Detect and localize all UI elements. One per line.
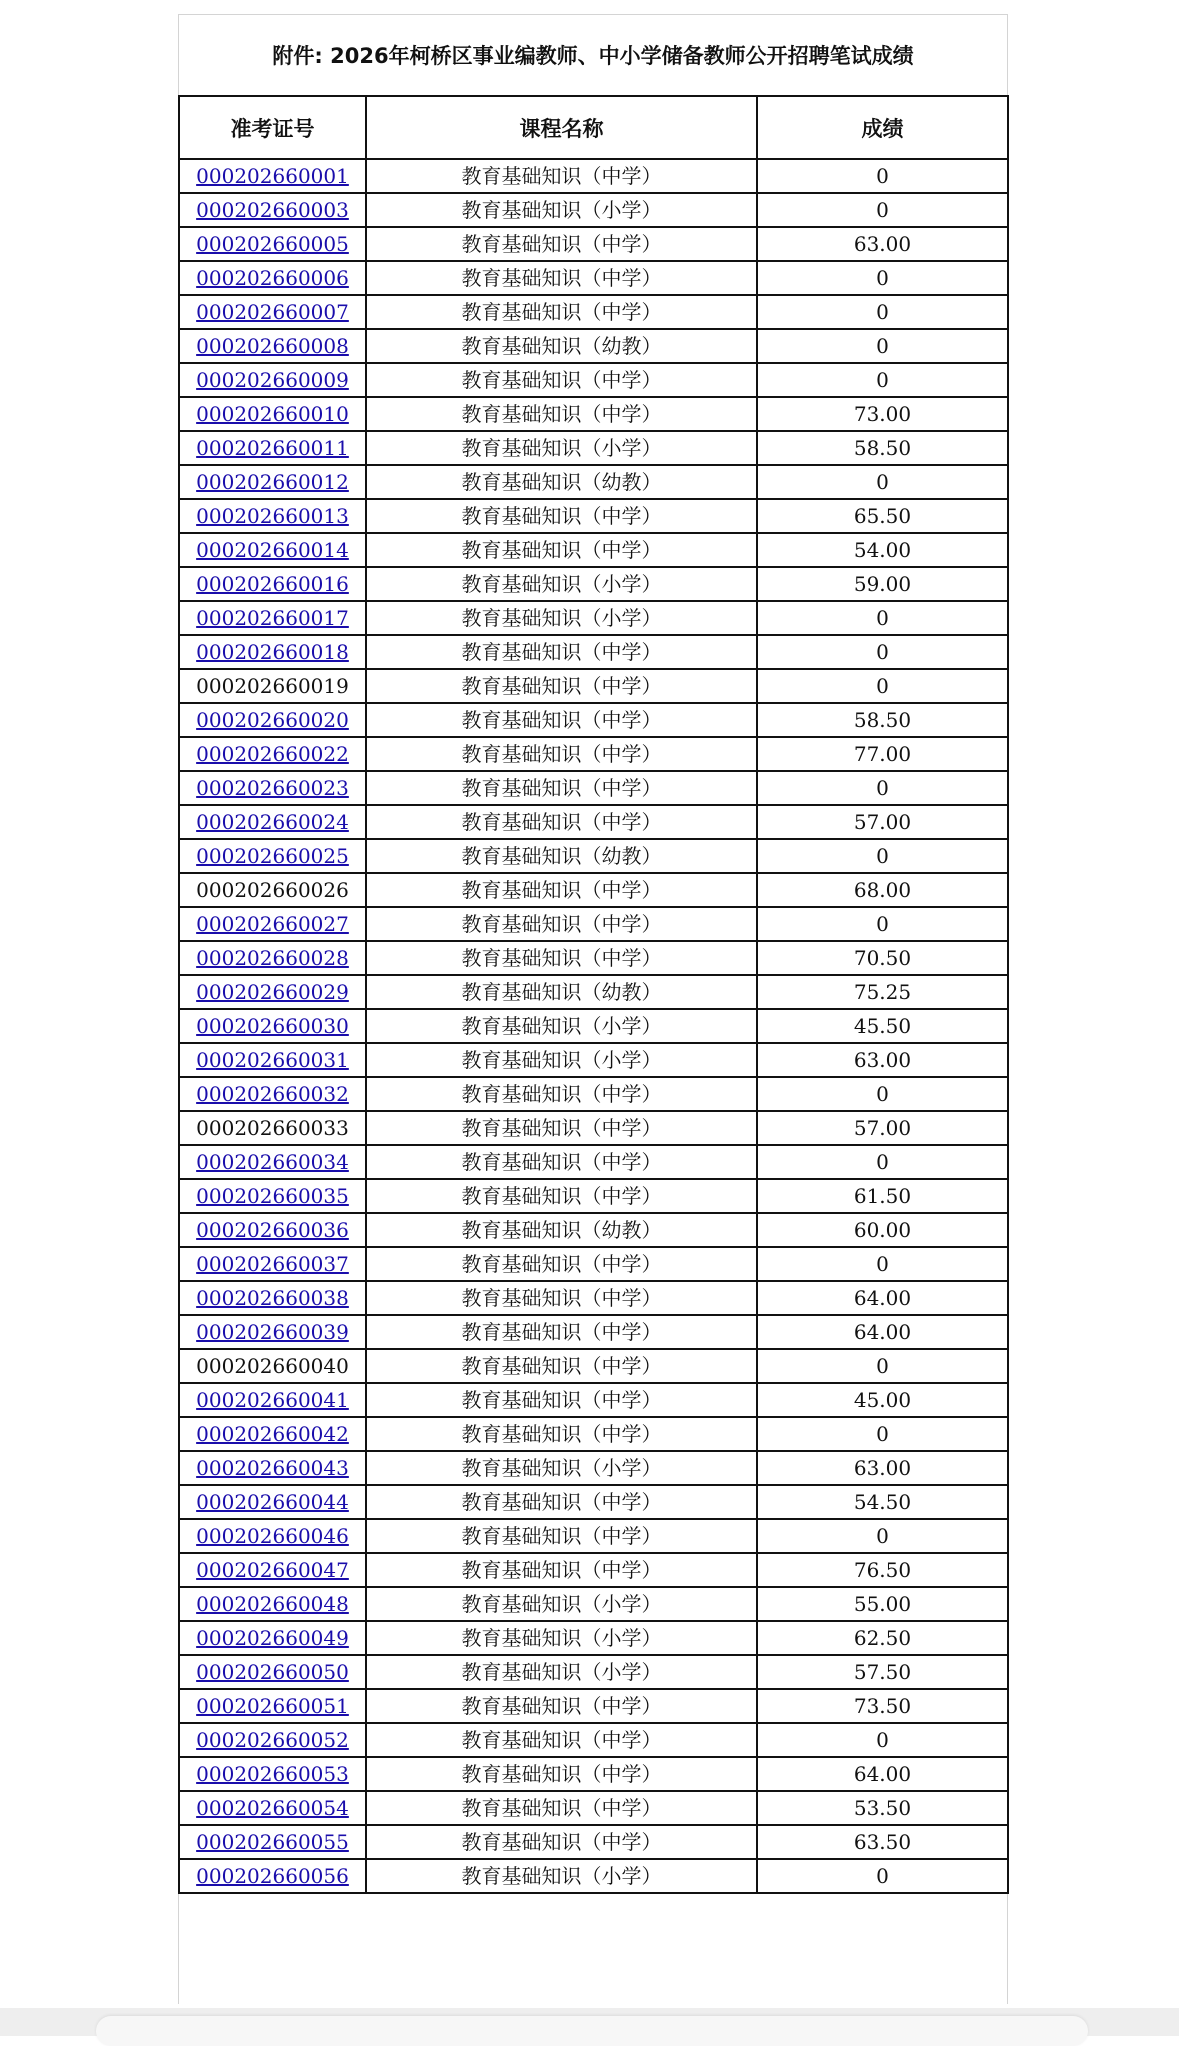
- exam-id-link[interactable]: 000202660017: [196, 606, 349, 630]
- exam-id-link[interactable]: 000202660028: [196, 946, 349, 970]
- course-name-cell: 教育基础知识（中学）: [366, 941, 757, 975]
- score-cell: 64.00: [757, 1757, 1008, 1791]
- exam-id-cell: [179, 1009, 366, 1043]
- table-row: [179, 363, 1008, 397]
- course-name-cell: 教育基础知识（中学）: [366, 1077, 757, 1111]
- table-header-row: [179, 96, 1008, 159]
- table-row: [179, 873, 1008, 907]
- course-name-cell: 教育基础知识（中学）: [366, 295, 757, 329]
- score-cell: 0: [757, 1145, 1008, 1179]
- results-table: [178, 95, 1009, 1894]
- exam-id-link[interactable]: 000202660047: [196, 1558, 349, 1582]
- score-cell: 0: [757, 1519, 1008, 1553]
- course-name-cell: 教育基础知识（中学）: [366, 771, 757, 805]
- exam-id-cell: [179, 499, 366, 533]
- table-row: [179, 261, 1008, 295]
- score-cell: 0: [757, 669, 1008, 703]
- exam-id-cell: [179, 465, 366, 499]
- score-cell: 0: [757, 1077, 1008, 1111]
- exam-id-cell: [179, 907, 366, 941]
- course-name-cell: 教育基础知识（中学）: [366, 1383, 757, 1417]
- course-name-cell: 教育基础知识（小学）: [366, 1621, 757, 1655]
- exam-id-link[interactable]: 000202660011: [196, 436, 349, 460]
- exam-id-link[interactable]: 000202660031: [196, 1048, 349, 1072]
- exam-id-cell: [179, 1145, 366, 1179]
- exam-id-link[interactable]: 000202660037: [196, 1252, 349, 1276]
- table-row: [179, 1009, 1008, 1043]
- table-row: [179, 601, 1008, 635]
- exam-id-cell: [179, 975, 366, 1009]
- course-name-cell: 教育基础知识（幼教）: [366, 1213, 757, 1247]
- score-cell: 0: [757, 1349, 1008, 1383]
- exam-id-link[interactable]: 000202660035: [196, 1184, 349, 1208]
- score-cell: 0: [757, 1247, 1008, 1281]
- exam-id-cell: [179, 1587, 366, 1621]
- exam-id-cell: [179, 1723, 366, 1757]
- table-row: [179, 771, 1008, 805]
- table-row: [179, 1655, 1008, 1689]
- course-name-cell: 教育基础知识（小学）: [366, 1009, 757, 1043]
- table-row: [179, 1825, 1008, 1859]
- table-row: [179, 431, 1008, 465]
- score-cell: 63.00: [757, 1451, 1008, 1485]
- score-cell: 45.00: [757, 1383, 1008, 1417]
- table-row: [179, 193, 1008, 227]
- exam-id-link[interactable]: 000202660006: [196, 266, 349, 290]
- table-row: [179, 635, 1008, 669]
- score-cell: 63.00: [757, 227, 1008, 261]
- exam-id-link[interactable]: 000202660050: [196, 1660, 349, 1684]
- course-name-cell: 教育基础知识（中学）: [366, 1179, 757, 1213]
- course-name-cell: 教育基础知识（中学）: [366, 1111, 757, 1145]
- table-row: [179, 499, 1008, 533]
- exam-id-cell: [179, 601, 366, 635]
- score-cell: 70.50: [757, 941, 1008, 975]
- course-name-cell: 教育基础知识（中学）: [366, 499, 757, 533]
- course-name-cell: 教育基础知识（中学）: [366, 1315, 757, 1349]
- exam-id-link[interactable]: 000202660001: [196, 164, 349, 188]
- exam-id-cell: [179, 839, 366, 873]
- course-name-cell: 教育基础知识（幼教）: [366, 975, 757, 1009]
- course-name-cell: 教育基础知识（小学）: [366, 601, 757, 635]
- score-cell: 58.50: [757, 431, 1008, 465]
- course-name-cell: 教育基础知识（中学）: [366, 227, 757, 261]
- course-name-cell: 教育基础知识（中学）: [366, 397, 757, 431]
- exam-id-cell: [179, 737, 366, 771]
- exam-id-cell: [179, 805, 366, 839]
- table-row: [179, 1043, 1008, 1077]
- exam-id-link[interactable]: 000202660005: [196, 232, 349, 256]
- score-cell: 0: [757, 159, 1008, 193]
- score-cell: 0: [757, 193, 1008, 227]
- header-score: 成绩: [757, 96, 1008, 159]
- exam-id-cell: [179, 1825, 366, 1859]
- exam-id-link[interactable]: 000202660053: [196, 1762, 349, 1786]
- table-row: [179, 1587, 1008, 1621]
- score-cell: 59.00: [757, 567, 1008, 601]
- exam-id-cell: [179, 1417, 366, 1451]
- score-cell: 57.00: [757, 1111, 1008, 1145]
- exam-id-cell: [179, 1859, 366, 1893]
- page-title: 附件: 2026年柯桥区事业编教师、中小学储备教师公开招聘笔试成绩: [272, 44, 914, 68]
- exam-id-cell: [179, 1621, 366, 1655]
- course-name-cell: 教育基础知识（小学）: [366, 1655, 757, 1689]
- course-name-cell: 教育基础知识（小学）: [366, 193, 757, 227]
- table-row: [179, 1553, 1008, 1587]
- course-name-cell: 教育基础知识（中学）: [366, 1553, 757, 1587]
- score-cell: 58.50: [757, 703, 1008, 737]
- exam-id-cell: [179, 669, 366, 703]
- exam-id-link[interactable]: 000202660049: [196, 1626, 349, 1650]
- table-row: [179, 1281, 1008, 1315]
- score-cell: 63.00: [757, 1043, 1008, 1077]
- table-row: [179, 1621, 1008, 1655]
- course-name-cell: 教育基础知识（幼教）: [366, 465, 757, 499]
- score-cell: 0: [757, 907, 1008, 941]
- score-cell: 0: [757, 601, 1008, 635]
- exam-id-link[interactable]: 000202660027: [196, 912, 349, 936]
- score-cell: 60.00: [757, 1213, 1008, 1247]
- table-row: [179, 295, 1008, 329]
- score-cell: 77.00: [757, 737, 1008, 771]
- score-cell: 68.00: [757, 873, 1008, 907]
- exam-id-cell: [179, 1655, 366, 1689]
- exam-id-cell: [179, 329, 366, 363]
- course-name-cell: 教育基础知识（幼教）: [366, 329, 757, 363]
- exam-id-link[interactable]: 000202660012: [196, 470, 349, 494]
- course-name-cell: 教育基础知识（小学）: [366, 1587, 757, 1621]
- course-name-cell: 教育基础知识（小学）: [366, 1451, 757, 1485]
- exam-id-cell: [179, 703, 366, 737]
- score-cell: 61.50: [757, 1179, 1008, 1213]
- exam-id-cell: [179, 1281, 366, 1315]
- exam-id-cell: [179, 261, 366, 295]
- header-exam-id: 准考证号: [179, 96, 366, 159]
- table-row: [179, 975, 1008, 1009]
- course-name-cell: 教育基础知识（中学）: [366, 635, 757, 669]
- exam-id-link[interactable]: 000202660024: [196, 810, 349, 834]
- score-cell: 64.00: [757, 1281, 1008, 1315]
- table-row: [179, 1791, 1008, 1825]
- exam-id-link[interactable]: 000202660046: [196, 1524, 349, 1548]
- table-row: [179, 397, 1008, 431]
- exam-id-cell: [179, 227, 366, 261]
- course-name-cell: 教育基础知识（小学）: [366, 567, 757, 601]
- course-name-cell: 教育基础知识（中学）: [366, 1689, 757, 1723]
- course-name-cell: 教育基础知识（中学）: [366, 907, 757, 941]
- exam-id-link[interactable]: 000202660032: [196, 1082, 349, 1106]
- course-name-cell: 教育基础知识（中学）: [366, 261, 757, 295]
- exam-id-link[interactable]: 000202660048: [196, 1592, 349, 1616]
- exam-id-link[interactable]: 000202660013: [196, 504, 349, 528]
- exam-id-link[interactable]: 000202660025: [196, 844, 349, 868]
- exam-id-cell: [179, 533, 366, 567]
- table-row: [179, 1383, 1008, 1417]
- score-cell: 73.50: [757, 1689, 1008, 1723]
- table-row: [179, 703, 1008, 737]
- exam-id-cell: [179, 1553, 366, 1587]
- exam-id-cell: [179, 1077, 366, 1111]
- score-cell: 0: [757, 329, 1008, 363]
- score-cell: 63.50: [757, 1825, 1008, 1859]
- exam-id-cell: [179, 1179, 366, 1213]
- exam-id-link[interactable]: 000202660039: [196, 1320, 349, 1344]
- exam-id-cell: [179, 397, 366, 431]
- table-row: [179, 1485, 1008, 1519]
- table-row: [179, 159, 1008, 193]
- exam-id-link[interactable]: 000202660014: [196, 538, 349, 562]
- exam-id-cell: [179, 1349, 366, 1383]
- score-cell: 54.50: [757, 1485, 1008, 1519]
- exam-id-link[interactable]: 000202660007: [196, 300, 349, 324]
- exam-id-cell: [179, 1213, 366, 1247]
- score-cell: 62.50: [757, 1621, 1008, 1655]
- exam-id-cell: [179, 363, 366, 397]
- exam-id-link[interactable]: 000202660029: [196, 980, 349, 1004]
- table-row: [179, 1077, 1008, 1111]
- score-cell: 65.50: [757, 499, 1008, 533]
- course-name-cell: 教育基础知识（中学）: [366, 363, 757, 397]
- score-cell: 57.50: [757, 1655, 1008, 1689]
- course-name-cell: 教育基础知识（中学）: [366, 873, 757, 907]
- exam-id-cell: [179, 159, 366, 193]
- exam-id-cell: [179, 771, 366, 805]
- exam-id-cell: [179, 295, 366, 329]
- score-cell: 0: [757, 771, 1008, 805]
- course-name-cell: 教育基础知识（中学）: [366, 1281, 757, 1315]
- exam-id-text: 000202660019: [196, 674, 349, 698]
- exam-id-cell: [179, 1043, 366, 1077]
- score-cell: 57.00: [757, 805, 1008, 839]
- exam-id-cell: [179, 1451, 366, 1485]
- exam-id-link[interactable]: 000202660034: [196, 1150, 349, 1174]
- score-cell: 0: [757, 1723, 1008, 1757]
- score-cell: 45.50: [757, 1009, 1008, 1043]
- score-cell: 0: [757, 839, 1008, 873]
- table-row: [179, 1315, 1008, 1349]
- table-row: [179, 1451, 1008, 1485]
- score-cell: 73.00: [757, 397, 1008, 431]
- exam-id-link[interactable]: 000202660018: [196, 640, 349, 664]
- exam-id-text: 000202660033: [196, 1116, 349, 1140]
- browser-address-pill[interactable]: [96, 2016, 1088, 2046]
- table-row: [179, 805, 1008, 839]
- exam-id-text: 000202660026: [196, 878, 349, 902]
- exam-id-link[interactable]: 000202660003: [196, 198, 349, 222]
- exam-id-cell: [179, 873, 366, 907]
- exam-id-link[interactable]: 000202660030: [196, 1014, 349, 1038]
- exam-id-link[interactable]: 000202660022: [196, 742, 349, 766]
- course-name-cell: 教育基础知识（中学）: [366, 805, 757, 839]
- table-body: [179, 159, 1008, 1893]
- exam-id-link[interactable]: 000202660044: [196, 1490, 349, 1514]
- exam-id-link[interactable]: 000202660038: [196, 1286, 349, 1310]
- table-row: [179, 907, 1008, 941]
- table-row: [179, 1145, 1008, 1179]
- exam-id-link[interactable]: 000202660010: [196, 402, 349, 426]
- table-row: [179, 1689, 1008, 1723]
- table-row: [179, 737, 1008, 771]
- exam-id-cell: [179, 1247, 366, 1281]
- course-name-cell: 教育基础知识（小学）: [366, 1043, 757, 1077]
- course-name-cell: 教育基础知识（中学）: [366, 1247, 757, 1281]
- score-cell: 0: [757, 465, 1008, 499]
- exam-id-link[interactable]: 000202660051: [196, 1694, 349, 1718]
- course-name-cell: 教育基础知识（中学）: [366, 533, 757, 567]
- score-cell: 0: [757, 1417, 1008, 1451]
- course-name-cell: 教育基础知识（中学）: [366, 737, 757, 771]
- score-cell: 54.00: [757, 533, 1008, 567]
- exam-id-link[interactable]: 000202660036: [196, 1218, 349, 1242]
- score-cell: 0: [757, 261, 1008, 295]
- exam-id-link[interactable]: 000202660020: [196, 708, 349, 732]
- exam-id-cell: [179, 567, 366, 601]
- table-row: [179, 1111, 1008, 1145]
- table-row: [179, 1213, 1008, 1247]
- table-row: [179, 839, 1008, 873]
- results-sheet: [178, 14, 1008, 2004]
- table-row: [179, 1349, 1008, 1383]
- score-cell: 53.50: [757, 1791, 1008, 1825]
- exam-id-text: 000202660040: [196, 1354, 349, 1378]
- table-row: [179, 533, 1008, 567]
- score-cell: 76.50: [757, 1553, 1008, 1587]
- course-name-cell: 教育基础知识（中学）: [366, 1485, 757, 1519]
- course-name-cell: 教育基础知识（中学）: [366, 1825, 757, 1859]
- exam-id-link[interactable]: 000202660042: [196, 1422, 349, 1446]
- course-name-cell: 教育基础知识（中学）: [366, 1791, 757, 1825]
- exam-id-cell: [179, 941, 366, 975]
- score-cell: 0: [757, 363, 1008, 397]
- table-row: [179, 1417, 1008, 1451]
- table-row: [179, 465, 1008, 499]
- exam-id-cell: [179, 635, 366, 669]
- score-cell: 0: [757, 295, 1008, 329]
- score-cell: 0: [757, 635, 1008, 669]
- course-name-cell: 教育基础知识（幼教）: [366, 839, 757, 873]
- course-name-cell: 教育基础知识（中学）: [366, 1145, 757, 1179]
- exam-id-link[interactable]: 000202660023: [196, 776, 349, 800]
- exam-id-cell: [179, 1383, 366, 1417]
- exam-id-link[interactable]: 000202660016: [196, 572, 349, 596]
- exam-id-link[interactable]: 000202660041: [196, 1388, 349, 1412]
- exam-id-link[interactable]: 000202660055: [196, 1830, 349, 1854]
- exam-id-cell: [179, 193, 366, 227]
- course-name-cell: 教育基础知识（中学）: [366, 1417, 757, 1451]
- table-row: [179, 567, 1008, 601]
- exam-id-cell: [179, 1757, 366, 1791]
- course-name-cell: 教育基础知识（中学）: [366, 1757, 757, 1791]
- exam-id-link[interactable]: 000202660052: [196, 1728, 349, 1752]
- score-cell: 0: [757, 1859, 1008, 1893]
- table-row: [179, 227, 1008, 261]
- table-row: [179, 1247, 1008, 1281]
- course-name-cell: 教育基础知识（小学）: [366, 431, 757, 465]
- exam-id-link[interactable]: 000202660009: [196, 368, 349, 392]
- table-row: [179, 1859, 1008, 1893]
- score-cell: 64.00: [757, 1315, 1008, 1349]
- exam-id-cell: [179, 1315, 366, 1349]
- table-row: [179, 1757, 1008, 1791]
- table-row: [179, 941, 1008, 975]
- exam-id-link[interactable]: 000202660043: [196, 1456, 349, 1480]
- exam-id-cell: [179, 1519, 366, 1553]
- exam-id-link[interactable]: 000202660054: [196, 1796, 349, 1820]
- exam-id-cell: [179, 1485, 366, 1519]
- table-row: [179, 329, 1008, 363]
- table-row: [179, 669, 1008, 703]
- score-cell: 55.00: [757, 1587, 1008, 1621]
- header-course-name: 课程名称: [366, 96, 757, 159]
- course-name-cell: 教育基础知识（中学）: [366, 703, 757, 737]
- course-name-cell: 教育基础知识（中学）: [366, 669, 757, 703]
- course-name-cell: 教育基础知识（小学）: [366, 1859, 757, 1893]
- course-name-cell: 教育基础知识（中学）: [366, 1519, 757, 1553]
- exam-id-link[interactable]: 000202660008: [196, 334, 349, 358]
- course-name-cell: 教育基础知识（中学）: [366, 1723, 757, 1757]
- course-name-cell: 教育基础知识（中学）: [366, 1349, 757, 1383]
- exam-id-cell: [179, 1111, 366, 1145]
- table-row: [179, 1179, 1008, 1213]
- exam-id-cell: [179, 431, 366, 465]
- exam-id-cell: [179, 1689, 366, 1723]
- table-row: [179, 1723, 1008, 1757]
- score-cell: 75.25: [757, 975, 1008, 1009]
- course-name-cell: 教育基础知识（中学）: [366, 159, 757, 193]
- exam-id-cell: [179, 1791, 366, 1825]
- exam-id-link[interactable]: 000202660056: [196, 1864, 349, 1888]
- table-row: [179, 1519, 1008, 1553]
